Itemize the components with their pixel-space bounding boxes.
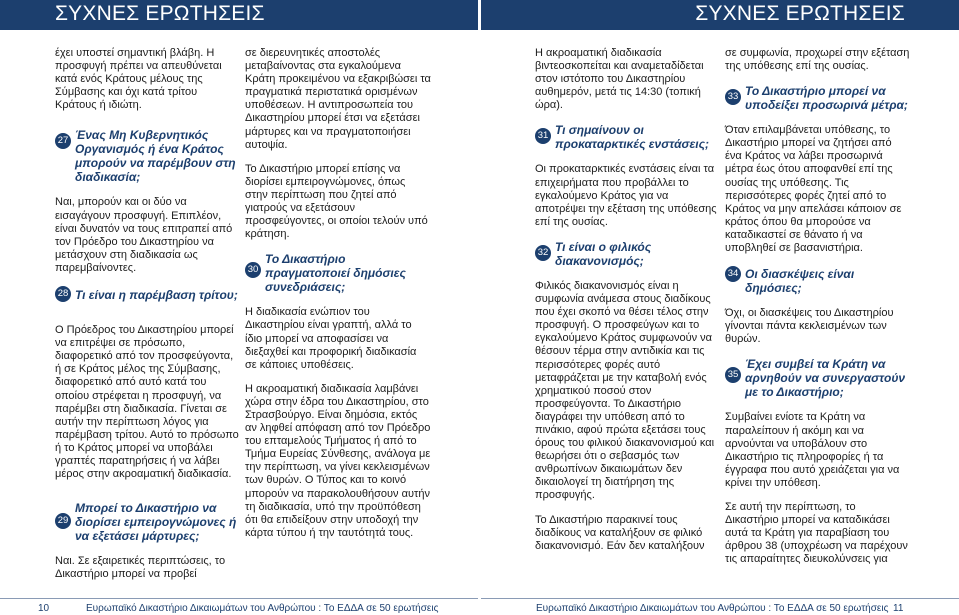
question-heading-27 bbox=[55, 128, 241, 184]
paragraph: Το Δικαστήριο μπορεί επίσης να διορίσει εμπειρογνώμονες, όπως στην περίπτωση που ζητεί από γιατρούς να εξετάσουν προσφεύγοντες, οι οποίοι τελούν υπό κράτηση. bbox=[245, 162, 428, 241]
footer-title-right: Ευρωπαϊκό Δικαστήριο Δικαιωμάτων του Ανθρώπου : Το ΕΔΔΑ σε 50 ερωτήσεις bbox=[536, 603, 889, 614]
page-title-left: ΣΥΧΝΕΣ ΕΡΩΤΗΣΕΙΣ bbox=[55, 2, 265, 25]
question-title: Μπορεί το Δικαστήριο να διορίσει εμπειρογνώμονες ή να εξετάσει μάρτυρες; bbox=[75, 501, 237, 544]
footer-rule-left bbox=[0, 598, 478, 599]
question-title: Ένας Μη Κυβερνητικός Οργανισμός ή ένα Κράτος μπορούν να παρέμβουν στη διαδικασία; bbox=[75, 128, 236, 185]
paragraph: Ο Πρόεδρος του Δικαστηρίου μπορεί να επιτρέψει σε πρόσωπο, διαφορετικό από τον προσφεύγοντα, ή σε Κράτος μέλος της Σύμβασης, διαφορετικό από αυτό κατά του οποίου στρέφεται η προσφυγή, να παρέμβει στη διαδικασία. Γίνεται σε αυτήν την περίπτωση λόγος για παρέμβαση τρίτου. Αυτό το πρόσωπο ή το Κράτος μπορεί να υποβάλει γραπτές παρατηρήσεις ή να λάβει μέρος στην ακροαματική διαδικασία. bbox=[55, 324, 239, 481]
paragraph: Η ακροαματική διαδικασία λαμβάνει χώρα στην έδρα του Δικαστηρίου, στο Στρασβούργο. Είναι δημόσια, εκτός αν ληφθεί απόφαση από τον Πρόεδρο του επταμελούς Τμήματος ή από το Τμήμα Ευρείας Σύνθεσης, ανάλογα με την περίπτωση, να γίνει κεκλεισμένων των θυρών. Ο Τύπος και το κοινό μπορούν να παρακολουθήσουν αυτήν τη διαδικασία, υπό την προϋπόθεση ότι θα επιδείξουν στην υποδοχή την κάρτα τύπου ή την ταυτότητά τους. bbox=[245, 382, 431, 539]
paragraph: Όταν επιλαμβάνεται υπόθεσης, το Δικαστήριο μπορεί να ζητήσει από ένα Κράτος να λάβει προσωρινά μέτρα έως ότου αποφανθεί επί της ουσίας της υπόθεσης. Τις περισσότερες φορές ζητεί από το Κράτος να μην απελάσει κάποιον σε κράτος όπου θα μπορούσε να καταδικαστεί σε θάνατο ή να υποβληθεί σε βασανιστήρια. bbox=[725, 124, 902, 255]
paragraph: σε διερευνητικές αποστολές μεταβαίνοντας στα εγκαλούμενα Κράτη προκειμένου να εξακριβώσει τα πραγματικά περιστατικά ορισμένων υποθέσεων. Η αντιπροσωπεία του Δικαστηρίου μπορεί έτσι να εξετάσει μάρτυρες και να πραγματοποιήσει αυτοψία. bbox=[245, 47, 431, 151]
text-column-4 bbox=[725, 47, 911, 577]
paragraph: Η διαδικασία ενώπιον του Δικαστηρίου είναι γραπτή, αλλά το ίδιο μπορεί να αποφασίσει να διεξαχθεί και προφορική διαδικασία σε κάποιες υποθέσεις. bbox=[245, 306, 417, 371]
question-heading-28 bbox=[55, 286, 241, 302]
paragraph: Όχι, οι διασκέψεις του Δικαστηρίου γίνονται πάντα κεκλεισμένων των θυρών. bbox=[725, 307, 894, 346]
question-heading-33 bbox=[725, 84, 911, 112]
question-heading-29 bbox=[55, 501, 241, 543]
question-number-badge: 30 bbox=[245, 262, 261, 278]
page-title-right: ΣΥΧΝΕΣ ΕΡΩΤΗΣΕΙΣ bbox=[695, 2, 905, 25]
text-column-2 bbox=[245, 47, 431, 551]
question-number-badge: 29 bbox=[55, 513, 71, 529]
question-number-badge: 27 bbox=[55, 133, 71, 149]
question-title: Τι σημαίνουν οι προκαταρκτικές ενστάσεις; bbox=[555, 123, 709, 152]
question-heading-30 bbox=[245, 252, 431, 294]
text-column-1 bbox=[55, 47, 241, 592]
paragraph: Συμβαίνει ενίοτε τα Κράτη να παραλείπουν ή ακόμη και να αρνούνται να υποβάλουν στο Δικαστήριο τις πληροφορίες ή τα έγγραφα που αυτό χρειάζεται για να κρίνει την υπόθεση. bbox=[725, 411, 900, 489]
paragraph: έχει υποστεί σημαντική βλάβη. Η προσφυγή πρέπει να απευθύνεται κατά ενός Κράτους μέλους της Σύμβασης και όχι κατά τρίτου Κράτους ή ιδιώτη. bbox=[55, 47, 222, 112]
question-title: Τι είναι η παρέμβαση τρίτου; bbox=[75, 288, 238, 303]
footer-rule-right bbox=[481, 598, 959, 599]
question-title: Το Δικαστήριο πραγματοποιεί δημόσιες συνεδριάσεις; bbox=[265, 252, 406, 295]
question-number-badge: 35 bbox=[725, 367, 741, 383]
question-number-badge: 28 bbox=[55, 286, 71, 302]
page-number-right: 11 bbox=[893, 603, 904, 614]
text-column-3 bbox=[535, 47, 721, 564]
paragraph: Σε αυτή την περίπτωση, το Δικαστήριο μπορεί να καταδικάσει αυτά τα Κράτη για παραβίαση του άρθρου 38 (υποχρέωση να παρέχουν τις απαραίτητες διευκολύνσεις για bbox=[725, 500, 908, 566]
page-number-left: 10 bbox=[38, 603, 50, 614]
question-heading-35 bbox=[725, 357, 911, 399]
paragraph: Ναι. Σε εξαιρετικές περιπτώσεις, το Δικαστήριο μπορεί να προβεί bbox=[55, 555, 226, 581]
paragraph: Φιλικός διακανονισμός είναι η συμφωνία ανάμεσα στους διαδίκους που έχει σκοπό να θέσει τέλος στην προσφυγή. Ο προσφεύγων και το εγκαλούμενο Κράτος συμφωνούν να θέσουν τέρμα στην αντιδικία και τις περισσότερες φορές αυτό μεταφράζεται με την καταβολή ενός χρηματικού ποσού στον προσφεύγοντα. Το Δικαστήριο διαγράφει την υπόθεση από το πινάκιο, αφού πρώτα εξετάσει τους όρους του φιλικού διακανονισμού και θεωρήσει ότι ο σεβασμός των ανθρωπίνων δικαιωμάτων δεν δικαιολογεί τη διατήρηση της προσφυγής. bbox=[535, 279, 715, 502]
question-title: Έχει συμβεί τα Κράτη να αρνηθούν να συνεργαστούν με το Δικαστήριο; bbox=[745, 357, 906, 400]
question-title: Οι διασκέψεις είναι δημόσιες; bbox=[745, 267, 855, 296]
question-heading-32 bbox=[535, 240, 721, 268]
question-number-badge: 33 bbox=[725, 89, 741, 105]
paragraph: σε συμφωνία, προχωρεί στην εξέταση της υπόθεσης επί της ουσίας. bbox=[725, 47, 910, 73]
question-number-badge: 31 bbox=[535, 128, 551, 144]
question-heading-34 bbox=[725, 266, 911, 295]
paragraph: Το Δικαστήριο παρακινεί τους διαδίκους να καταλήξουν σε φιλικό διακανονισμό. Εάν δεν καταλήξουν bbox=[535, 513, 705, 552]
question-number-badge: 32 bbox=[535, 245, 551, 261]
paragraph: Η ακροαματική διαδικασία βιντεοσκοπείται και αναμεταδίδεται στον ιστότοπο του Δικαστηρίου αυθημερόν, μετά τις 14:30 (τοπική ώρα). bbox=[535, 47, 704, 112]
paragraph: Οι προκαταρκτικές ενστάσεις είναι τα επιχειρήματα που προβάλλει το εγκαλούμενο Κράτος για να αποτρέψει την εξέταση της υπόθεσης επί της ουσίας. bbox=[535, 163, 717, 228]
question-heading-31 bbox=[535, 123, 721, 151]
question-number-badge: 34 bbox=[725, 266, 741, 282]
question-title: Το Δικαστήριο μπορεί να υποδείξει προσωρινά μέτρα; bbox=[745, 84, 908, 113]
footer-title-left: Ευρωπαϊκό Δικαστήριο Δικαιωμάτων του Ανθρώπου : Το ΕΔΔΑ σε 50 ερωτήσεις bbox=[86, 603, 439, 614]
question-title: Τι είναι ο φιλικός διακανονισμός; bbox=[555, 239, 652, 268]
paragraph: Ναι, μπορούν και οι δύο να εισαγάγουν προσφυγή. Επιπλέον, είναι δυνατόν να τους επιτραπεί από τον Πρόεδρο του Δικαστηρίου να μετάσχουν στη διαδικασία ως παρεμβαίνοντες. bbox=[55, 196, 233, 274]
